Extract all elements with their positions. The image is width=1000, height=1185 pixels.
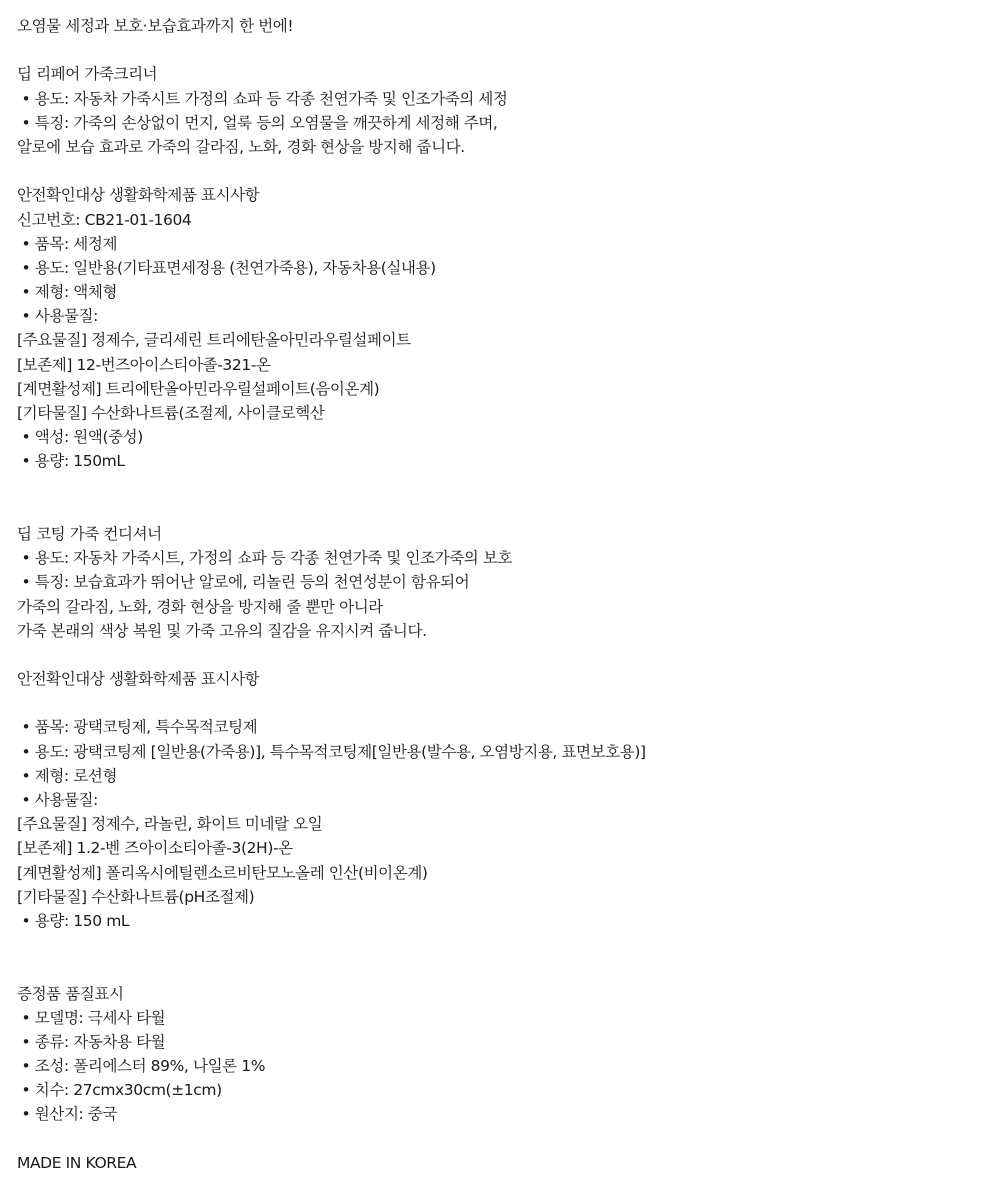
text-line: [계면활성제] 폴리옥시에틸렌소르비탄모노올레 인산(비이온계) <box>17 863 428 882</box>
text-line: • 종류: 자동차용 타월 <box>17 1032 166 1051</box>
blank-line <box>17 159 1000 183</box>
text-line: • 품목: 세정제 <box>17 234 118 253</box>
text-line: • 모델명: 극세사 타월 <box>17 1008 166 1027</box>
text-line: [계면활성제] 트리에탄올아민라우릴설페이트(음이온계) <box>17 379 380 398</box>
text-line: [주요물질] 정제수, 라놀린, 화이트 미네랄 오일 <box>17 815 323 834</box>
blank-line <box>17 1127 1000 1151</box>
text-line: 안전확인대상 생활화학제품 표시사항 <box>17 186 260 205</box>
text-line: • 용도: 일반용(기타표면세정용 (천연가죽용), 자동차용(실내용) <box>17 258 436 277</box>
blank-line <box>17 498 1000 522</box>
text-line: • 특징: 보습효과가 뛰어난 알로에, 리놀린 등의 천연성분이 함유되어 <box>17 573 470 592</box>
text-line: • 제형: 액체형 <box>17 283 118 302</box>
text-line: 가죽의 갈라짐, 노화, 경화 현상을 방지해 줄 뿐만 아니라 <box>17 597 383 616</box>
text-line: • 액성: 원액(중성) <box>17 428 143 447</box>
text-line: • 용도: 자동차 가죽시트, 가정의 쇼파 등 각종 천연가죽 및 인조가죽의 보호 <box>17 549 513 568</box>
text-line: • 용도: 자동차 가죽시트 가정의 쇼파 등 각종 천연가죽 및 인조가죽의 세정 <box>17 89 508 108</box>
text-line: 안전확인대상 생활화학제품 표시사항 <box>17 670 260 689</box>
text-line: [주요물질] 정제수, 글리세린 트리에탄올아민라우릴설페이트 <box>17 331 411 350</box>
text-line: 알로에 보습 효과로 가죽의 갈라짐, 노화, 경화 현상을 방지해 줍니다. <box>17 137 465 156</box>
text-line: • 용량: 150 mL <box>17 911 130 930</box>
text-line: • 특징: 가죽의 손상없이 먼지, 얼룩 등의 오염물을 깨끗하게 세정해 주며, <box>17 113 498 132</box>
blank-line <box>17 474 1000 498</box>
text-line: 신고번호: CB21-01-1604 <box>17 210 192 229</box>
text-line: • 제형: 로션형 <box>17 766 118 785</box>
text-line: [기타물질] 수산화나트륨(pH조절제) <box>17 887 255 906</box>
text-line: 증정품 품질표시 <box>17 984 124 1003</box>
text-line: 오염물 세정과 보호·보습효과까지 한 번에! <box>17 17 294 35</box>
text-line: • 품목: 광택코팅제, 특수목적코팅제 <box>17 718 258 737</box>
blank-line <box>17 38 1000 62</box>
text-line: [보존제] 1.2-벤 즈아이소티아졸-3(2H)-온 <box>17 839 293 858</box>
text-line: 딥 리페어 가죽크리너 <box>17 65 158 84</box>
text-line: • 사용물질: <box>17 791 98 809</box>
blank-line <box>17 933 1000 957</box>
text-line: • 치수: 27cmx30cm(±1cm) <box>17 1081 222 1100</box>
blank-line <box>17 957 1000 981</box>
blank-line <box>17 643 1000 667</box>
text-line: • 사용물질: <box>17 307 98 326</box>
text-line: 딥 코팅 가죽 컨디셔너 <box>17 524 162 543</box>
text-line: [보존제] 12-번즈아이스티아졸-321-온 <box>17 355 271 374</box>
blank-line <box>17 691 1000 715</box>
text-line: • 조성: 폴리에스터 89%, 나일론 1% <box>17 1057 266 1076</box>
text-line: • 원산지: 중국 <box>17 1105 118 1124</box>
text-line: 가죽 본래의 색상 복원 및 가죽 고유의 질감을 유지시켜 줍니다. <box>17 621 427 640</box>
text-line: • 용도: 광택코팅제 [일반용(가죽용)], 특수목적코팅제[일반용(발수용, 오염방지용, 표면보호용)] <box>17 742 646 761</box>
text-line: MADE IN KOREA <box>17 1153 137 1172</box>
text-line: [기타물질] 수산화나트륨(조절제, 사이클로헥산 <box>17 404 325 422</box>
text-line: • 용량: 150mL <box>17 452 125 471</box>
